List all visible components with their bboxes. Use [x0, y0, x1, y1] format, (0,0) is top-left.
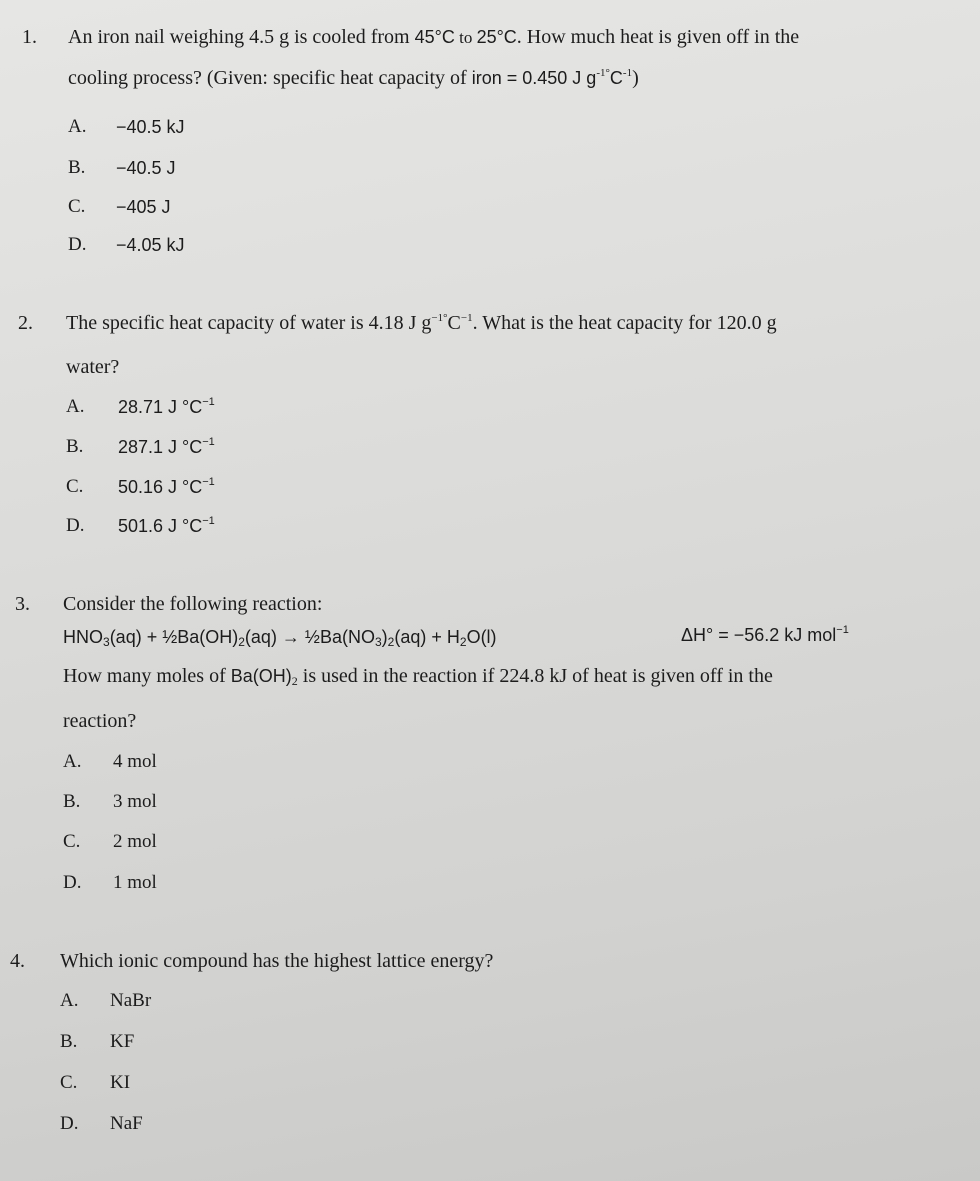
option-text: 50.16 J $^\circ C^{-1}$: [118, 476, 215, 497]
question-text: Which ionic compound has the highest lattice energy?: [60, 950, 494, 972]
option-text: −40.5 kJ: [116, 117, 185, 137]
question-text: cooling process? (Given: specific heat capacity of iron = 0.450 J $g^{-1^\circ}C^{-1}$): [68, 67, 639, 89]
option-letter: B.: [63, 791, 81, 812]
option-text: NaBr: [110, 990, 152, 1011]
option-text: 2 mol: [113, 831, 157, 852]
option-letter: A.: [60, 990, 79, 1011]
option-text: −40.5 J: [116, 158, 176, 178]
question-text: How many moles of $Ba(OH)_2$ is used in the reaction if 224.8 kJ of heat is given off in the: [63, 665, 773, 688]
option-text: 501.6 J $^\circ C^{-1}$: [118, 515, 215, 536]
option-text: −405 J: [116, 197, 171, 217]
option-letter: A.: [66, 396, 85, 417]
option-text: KF: [110, 1031, 135, 1052]
reaction-equation: $HNO_3(aq)$ + $\frac{1}{2}Ba(OH)_2(aq)$ → $\frac{1}{2}Ba(NO_3)_2(aq) + H_2O(l)$: [63, 627, 497, 649]
question-number: 4.: [10, 950, 25, 972]
option-letter: C.: [63, 831, 81, 852]
question-number: 1.: [22, 26, 37, 48]
option-letter: C.: [66, 476, 84, 497]
question-text: water?: [66, 356, 120, 378]
option-letter: B.: [68, 157, 86, 178]
option-letter: A.: [63, 751, 82, 772]
question-text: The specific heat capacity of water is 4.18 J $g^{-1^\circ}C^{-1}$. What is the heat capacity for 120.0 g: [66, 312, 777, 334]
option-letter: D.: [60, 1113, 79, 1134]
option-letter: D.: [66, 515, 85, 536]
option-text: 287.1 J $^\circ C^{-1}$: [118, 436, 215, 457]
option-text: KI: [110, 1072, 131, 1093]
option-text: 1 mol: [113, 872, 157, 893]
option-letter: A.: [68, 116, 87, 137]
option-text: 4 mol: [113, 751, 157, 772]
option-letter: B.: [60, 1031, 78, 1052]
question-text: Consider the following reaction:: [63, 593, 323, 615]
option-letter: C.: [60, 1072, 78, 1093]
option-text: NaF: [110, 1113, 143, 1134]
option-text: 28.71 J $^\circ C^{-1}$: [118, 396, 215, 417]
question-text: An iron nail weighing 4.5 g is cooled from 45°C to 25°C. How much heat is given off in the: [68, 26, 800, 48]
option-text: −4.05 kJ: [116, 235, 185, 255]
enthalpy-value: ΔH° = −56.2 kJ mol$^{-1}$: [681, 624, 849, 645]
option-letter: D.: [63, 872, 82, 893]
question-number: 2.: [18, 312, 33, 334]
option-text: 3 mol: [113, 791, 157, 812]
option-letter: D.: [68, 234, 87, 255]
question-number: 3.: [15, 593, 30, 615]
option-letter: B.: [66, 436, 84, 457]
question-text: reaction?: [63, 710, 137, 732]
option-letter: C.: [68, 196, 86, 217]
